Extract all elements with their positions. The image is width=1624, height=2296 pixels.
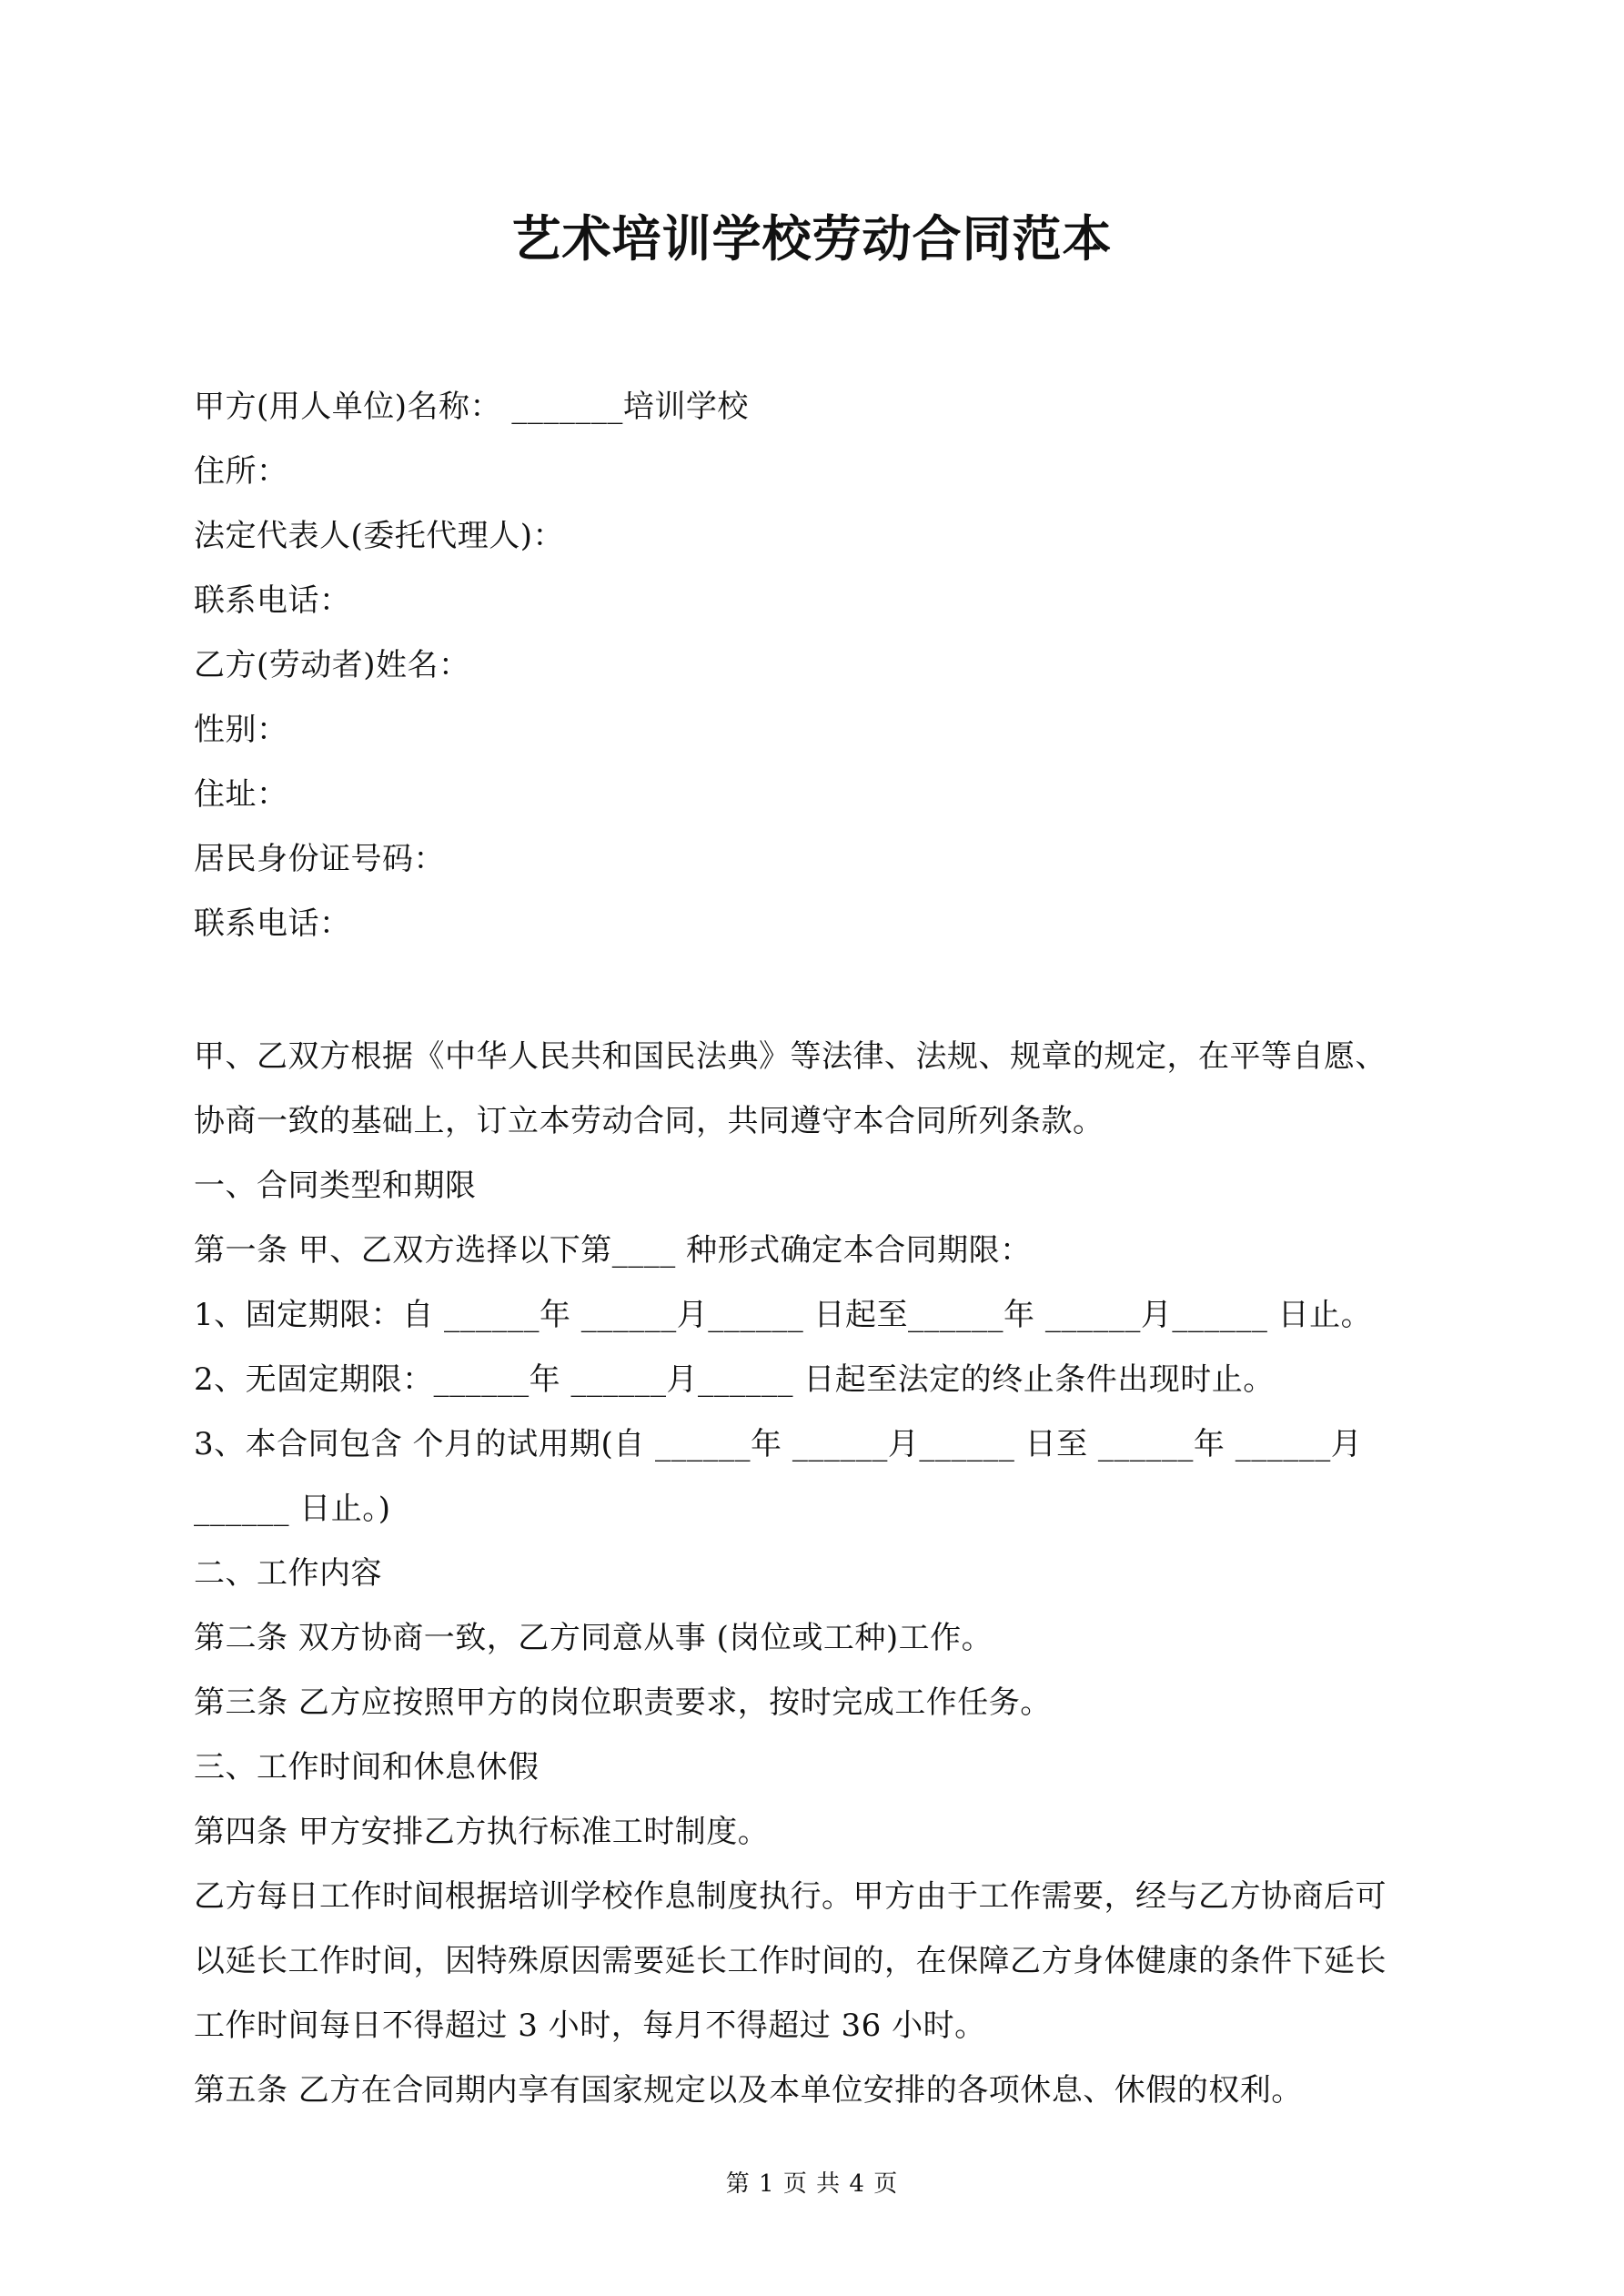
clause-line: 第一条 甲、乙双方选择以下第____ 种形式确定本合同期限： bbox=[194, 1232, 1032, 1269]
clause-line: ______ 日止。) bbox=[194, 1491, 391, 1527]
clause-line: 第二条 双方协商一致，乙方同意从事 (岗位或工种)工作。 bbox=[194, 1620, 994, 1656]
paragraph-line: 以延长工作时间，因特殊原因需要延长工作时间的，在保障乙方身体健康的条件下延长 bbox=[194, 1943, 1387, 1979]
paragraph-line: 工作时间每日不得超过 3 小时，每月不得超过 36 小时。 bbox=[194, 2008, 986, 2044]
clause-line: 第三条 乙方应按照甲方的岗位职责要求，按时完成工作任务。 bbox=[194, 1684, 1052, 1721]
party-field-id-number: 居民身份证号码： bbox=[194, 841, 445, 877]
document-title: 艺术培训学校劳动合同范本 bbox=[511, 209, 1113, 268]
section-heading: 一、合同类型和期限 bbox=[194, 1168, 477, 1204]
clause-line: 3、本合同包含 个月的试用期(自 ______年 ______月______ 日至 ______年 ______月 bbox=[194, 1426, 1363, 1462]
party-field-employer-name: 甲方(用人单位)名称： _______培训学校 bbox=[194, 389, 749, 425]
section-heading: 二、工作内容 bbox=[194, 1555, 382, 1592]
party-field-legal-representative: 法定代表人(委托代理人)： bbox=[194, 518, 565, 554]
party-field-employer-phone: 联系电话： bbox=[194, 582, 351, 619]
clause-line: 第四条 甲方安排乙方执行标准工时制度。 bbox=[194, 1814, 770, 1850]
party-field-residence: 住址： bbox=[194, 776, 288, 813]
clause-line: 第五条 乙方在合同期内享有国家规定以及本单位安排的各项休息、休假的权利。 bbox=[194, 2072, 1303, 2109]
page-footer: 第 1 页 共 4 页 bbox=[725, 2170, 899, 2198]
clause-line: 1、固定期限：自 ______年 ______月______ 日起至______年 ______月______ 日止。 bbox=[194, 1297, 1373, 1333]
section-heading: 三、工作时间和休息休假 bbox=[194, 1749, 540, 1785]
party-field-employee-name: 乙方(劳动者)姓名： bbox=[194, 647, 470, 683]
party-field-address: 住所： bbox=[194, 453, 288, 490]
paragraph-line: 乙方每日工作时间根据培训学校作息制度执行。甲方由于工作需要，经与乙方协商后可 bbox=[194, 1878, 1387, 1915]
clause-line: 2、无固定期限：______年 ______月______ 日起至法定的终止条件出现时止。 bbox=[194, 1361, 1275, 1398]
party-field-employee-phone: 联系电话： bbox=[194, 905, 351, 942]
paragraph-line: 甲、乙双方根据《中华人民共和国民法典》等法律、法规、规章的规定，在平等自愿、 bbox=[194, 1038, 1387, 1075]
paragraph-line: 协商一致的基础上，订立本劳动合同，共同遵守本合同所列条款。 bbox=[194, 1103, 1105, 1139]
party-field-gender: 性别： bbox=[194, 712, 288, 748]
